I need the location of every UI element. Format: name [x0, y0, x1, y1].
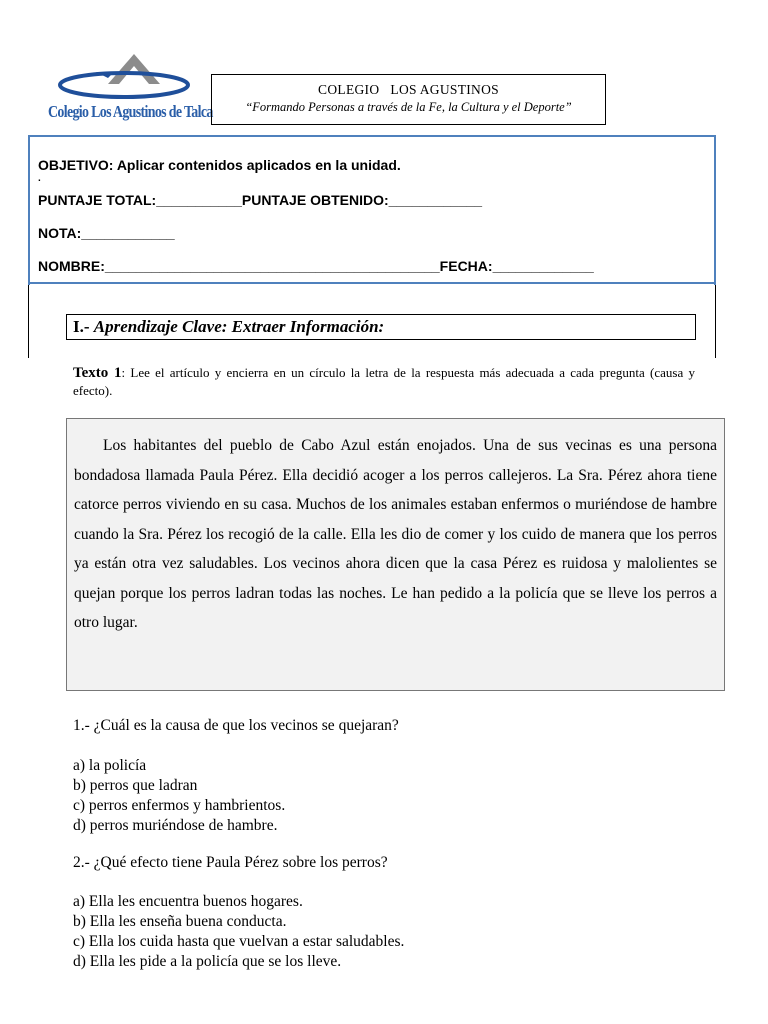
passage-text: Los habitantes del pueblo de Cabo Azul están enojados. Una de sus vecinas es una persona bondadosa llamada Paula Pérez. Ella decidió acoger a los perros callejeros. La Sra. Pérez ahora tiene catorce perros viviendo en su casa. Muchos de los animales estaban enfermos o muriéndose de hambre cuando la Sra. Pérez los recogió de la calle. Ella les dio de comer y los cuido de manera que los perros ya están otra vez saludables. Los vecinos ahora dicen que la casa Pérez es ruidosa y malolientes se quejan porque los perros ladran todas las noches. Le han pedido a la policía que se lleve los perros a otro lugar. [74, 437, 717, 631]
question-2-options [73, 892, 404, 972]
reading-passage [66, 418, 725, 691]
school-header [211, 74, 606, 125]
question-1: 1.- ¿Cuál es la causa de que los vecinos se quejaran? [73, 717, 399, 734]
option-1c[interactable]: c) perros enfermos y hambrientos. [73, 797, 286, 814]
section-heading: Aprendizaje Clave: Extraer Información: [93, 317, 385, 336]
option-2d[interactable]: d) Ella les pide a la policía que se los lleve. [73, 953, 342, 970]
option-1d[interactable]: d) perros muriéndose de hambre. [73, 817, 278, 834]
section-number: I.- [73, 317, 94, 336]
name-date-line[interactable]: NOMBRE:___________________________________________FECHA:_____________ [38, 258, 594, 274]
objective-line: OBJETIVO: Aplicar contenidos aplicados en la unidad. [38, 157, 401, 173]
school-motto: “Formando Personas a través de la Fe, la Cultura y el Deporte” [245, 100, 572, 114]
stray-dot: . [38, 173, 41, 184]
option-1b[interactable]: b) perros que ladran [73, 777, 198, 794]
grade-line[interactable]: NOTA:____________ [38, 225, 175, 241]
option-2b[interactable]: b) Ella les enseña buena conducta. [73, 913, 287, 930]
option-2c[interactable]: c) Ella los cuida hasta que vuelvan a estar saludables. [73, 933, 405, 950]
text-label: Texto 1 [73, 365, 122, 381]
instruction-text: : Lee el artículo y encierra en un círculo la letra de la respuesta más adecuada a cada pregunta (causa y efecto). [73, 365, 695, 398]
text-instruction [73, 364, 695, 399]
right-margin-line [715, 285, 716, 358]
option-1a[interactable]: a) la policía [73, 757, 147, 774]
logo-text: Colegio Los Agustinos de Talca [48, 102, 213, 121]
school-logo [48, 50, 213, 128]
exam-info-box [28, 135, 716, 285]
option-2a[interactable]: a) Ella les encuentra buenos hogares. [73, 893, 303, 910]
question-2: 2.- ¿Qué efecto tiene Paula Pérez sobre los perros? [73, 854, 388, 871]
question-1-options [73, 756, 285, 836]
left-margin-line [28, 285, 29, 358]
score-line[interactable]: PUNTAJE TOTAL:___________PUNTAJE OBTENIDO:____________ [38, 192, 483, 208]
school-logo-emblem [56, 50, 196, 106]
section-title [66, 314, 696, 340]
info-box-bottom-border [28, 282, 716, 284]
school-name: COLEGIO LOS AGUSTINOS [318, 82, 499, 97]
